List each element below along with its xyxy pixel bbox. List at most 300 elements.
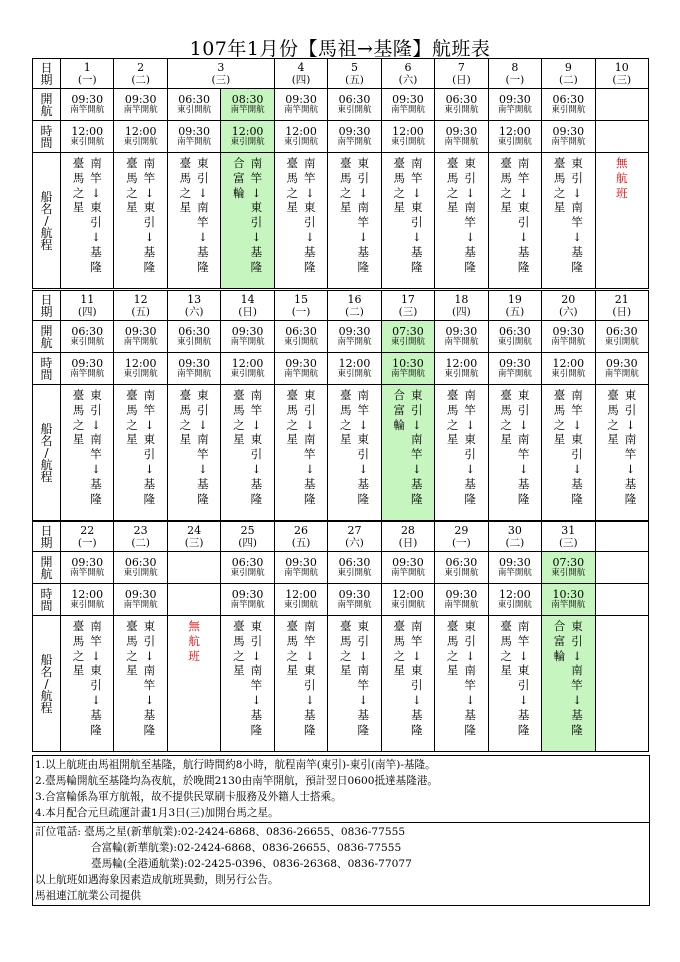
ship-name-char: 臺 bbox=[340, 156, 352, 170]
ship-name-char: 馬 bbox=[72, 170, 85, 185]
route-char: 隆 bbox=[517, 722, 530, 737]
departure-time: 09:30 bbox=[71, 93, 104, 106]
date-cell bbox=[328, 59, 381, 89]
route-char: ↓ bbox=[251, 648, 262, 663]
route-path bbox=[464, 619, 476, 737]
route-block bbox=[542, 153, 594, 274]
departure-port: 東引開航 bbox=[337, 105, 372, 115]
route-char: 隆 bbox=[197, 491, 209, 506]
empty-cell bbox=[595, 552, 648, 584]
route-char: 引 bbox=[357, 170, 369, 185]
route-char: 基 bbox=[357, 244, 369, 259]
route-char: 東 bbox=[624, 388, 637, 402]
route-block bbox=[435, 153, 487, 274]
time-cell bbox=[328, 353, 381, 385]
weekday: (六) bbox=[398, 73, 418, 86]
route-char: ↓ bbox=[304, 185, 315, 200]
weekday: (四) bbox=[452, 305, 471, 318]
route-char: 竿 bbox=[90, 633, 102, 648]
route-char: 東 bbox=[197, 156, 209, 170]
route-char: 基 bbox=[90, 244, 102, 259]
time-cell bbox=[274, 89, 327, 121]
contact-line: 合富輪(新華航業):02-2424-6868、0836-26655、0836-77555 bbox=[91, 842, 402, 854]
route-char: 東 bbox=[90, 200, 102, 215]
weekday: (四) bbox=[291, 73, 311, 86]
departure-port: 東引開航 bbox=[444, 568, 479, 578]
route-block bbox=[275, 153, 327, 274]
departure-time: 09:30 bbox=[445, 588, 478, 601]
departure-time: 06:30 bbox=[445, 93, 478, 106]
route-char: 南 bbox=[197, 200, 209, 215]
ship-name-char: 臺 bbox=[72, 388, 85, 402]
route-char: ↓ bbox=[518, 185, 529, 200]
departure-port: 東引開航 bbox=[177, 337, 212, 347]
route-char: 隆 bbox=[143, 259, 156, 274]
time-cell bbox=[61, 552, 114, 584]
route-block bbox=[61, 616, 113, 737]
route-char: 南 bbox=[304, 619, 316, 633]
route-cell bbox=[435, 385, 488, 521]
route-char: 竿 bbox=[571, 402, 583, 417]
date-number: 9 bbox=[564, 60, 572, 74]
departure-time: 12:00 bbox=[285, 588, 317, 601]
ship-name-char: 星 bbox=[500, 663, 512, 678]
departure-port: 東引開航 bbox=[390, 600, 425, 610]
ship-name-char: 星 bbox=[500, 432, 512, 447]
route-char: 南 bbox=[304, 432, 316, 447]
route-char: 基 bbox=[571, 707, 583, 722]
departure-time: 09:30 bbox=[124, 93, 157, 106]
row-label-char: 航 bbox=[40, 688, 53, 703]
departure-time: 12:00 bbox=[392, 588, 424, 601]
route-char: 南 bbox=[304, 156, 316, 170]
route-char: ↓ bbox=[144, 461, 155, 476]
departure-time: 09:30 bbox=[124, 588, 157, 601]
ship-name-char: 馬 bbox=[72, 633, 85, 648]
date-number: 8 bbox=[511, 60, 519, 74]
route-path bbox=[144, 388, 156, 506]
route-char: 基 bbox=[304, 244, 316, 259]
ship-name bbox=[393, 156, 405, 274]
route-block bbox=[61, 153, 113, 274]
departure-port: 東引開航 bbox=[123, 369, 158, 379]
route-cell bbox=[167, 153, 220, 289]
time-cell bbox=[381, 584, 434, 616]
route-char: 竿 bbox=[357, 215, 369, 230]
departure-port: 東引開航 bbox=[70, 600, 105, 610]
ship-name bbox=[287, 388, 299, 506]
route-char: ↓ bbox=[91, 229, 101, 244]
ship-name-char: 星 bbox=[126, 432, 138, 447]
weekday: (二) bbox=[131, 536, 151, 549]
route-char: 基 bbox=[464, 707, 476, 722]
route-cell bbox=[167, 385, 220, 521]
date-cell bbox=[274, 59, 327, 89]
departure-port: 東引開航 bbox=[497, 600, 532, 610]
route-char: 基 bbox=[197, 476, 209, 491]
no-flight-char: 無 bbox=[188, 619, 200, 633]
route-char: ↓ bbox=[465, 692, 475, 707]
route-char: ↓ bbox=[251, 692, 262, 707]
departure-time: 10:30 bbox=[392, 357, 424, 370]
no-flight bbox=[168, 616, 220, 663]
departure-port: 東引開航 bbox=[230, 137, 265, 147]
ship-name-char: 臺 bbox=[233, 619, 245, 633]
ship-name-char: 馬 bbox=[286, 633, 299, 648]
route-char: 隆 bbox=[464, 259, 476, 274]
time-cell bbox=[488, 552, 541, 584]
route-char: ↓ bbox=[144, 648, 155, 663]
route-cell bbox=[114, 153, 167, 289]
ship-name-char: 臺 bbox=[339, 619, 352, 633]
route-char: 竿 bbox=[90, 170, 102, 185]
route-char: 引 bbox=[571, 633, 583, 648]
route-path bbox=[411, 388, 423, 506]
row-label bbox=[33, 89, 61, 121]
route-char: 隆 bbox=[143, 491, 156, 506]
departure-port: 南竿開航 bbox=[444, 137, 479, 147]
departure-port: 南竿開航 bbox=[390, 369, 425, 379]
route-path bbox=[304, 388, 316, 506]
route-char: ↓ bbox=[144, 692, 155, 707]
route-block bbox=[489, 385, 541, 506]
route-char: 基 bbox=[357, 476, 369, 491]
departure-time: 09:30 bbox=[124, 325, 157, 338]
date-number: 2 bbox=[137, 60, 145, 74]
ship-name bbox=[126, 388, 138, 506]
route-block bbox=[382, 385, 434, 506]
time-cell bbox=[435, 321, 488, 353]
ship-name-char: 星 bbox=[126, 663, 138, 678]
ship-name-char: 之 bbox=[393, 648, 405, 663]
weekday: (一) bbox=[77, 536, 97, 549]
ship-name-char: 臺 bbox=[233, 388, 245, 402]
date-cell bbox=[61, 522, 114, 552]
route-char: 竿 bbox=[410, 170, 423, 185]
ship-name-char: 馬 bbox=[286, 402, 299, 417]
departure-port: 南竿開航 bbox=[284, 369, 319, 379]
route-char: 基 bbox=[304, 476, 316, 491]
departure-port: 東引開航 bbox=[604, 337, 639, 347]
route-char: 隆 bbox=[304, 491, 316, 506]
ship-name bbox=[554, 156, 566, 274]
route-char: ↓ bbox=[144, 185, 155, 200]
route-char: 隆 bbox=[143, 722, 156, 737]
time-cell bbox=[114, 321, 167, 353]
route-char: 東 bbox=[143, 619, 156, 633]
route-char: 引 bbox=[197, 402, 209, 417]
ship-name-char: 馬 bbox=[446, 170, 459, 185]
weekday: (三) bbox=[612, 73, 632, 86]
route-char: 南 bbox=[250, 388, 263, 402]
departure-time: 09:30 bbox=[445, 125, 478, 138]
weekday: (二) bbox=[345, 305, 364, 318]
date-cell bbox=[435, 59, 488, 89]
route-char: ↓ bbox=[304, 417, 315, 432]
route-char: ↓ bbox=[411, 692, 422, 707]
route-cell bbox=[114, 616, 167, 752]
time-cell bbox=[381, 321, 434, 353]
route-char: ↓ bbox=[358, 461, 369, 476]
row-label-char: 間 bbox=[40, 367, 53, 382]
route-char: ↓ bbox=[358, 229, 369, 244]
empty-time-cell bbox=[595, 89, 648, 121]
route-cell bbox=[167, 616, 220, 752]
route-path bbox=[197, 156, 209, 274]
date-cell bbox=[542, 522, 595, 552]
time-cell bbox=[542, 89, 595, 121]
date-cell bbox=[381, 522, 434, 552]
table-row bbox=[33, 552, 649, 584]
departure-time: 08:30 bbox=[231, 93, 264, 106]
route-char: 隆 bbox=[90, 491, 102, 506]
departure-time: 09:30 bbox=[338, 325, 371, 338]
route-path bbox=[90, 156, 102, 274]
date-cell bbox=[542, 291, 595, 321]
route-char: 南 bbox=[571, 388, 583, 402]
ship-name-char: 馬 bbox=[340, 170, 352, 185]
footer-note: 以上航班如遇海象因素造成航班異動，則另行公告。 bbox=[35, 874, 279, 886]
departure-time: 09:30 bbox=[178, 125, 210, 138]
row-label-char: 航 bbox=[40, 103, 53, 118]
route-char: 竿 bbox=[357, 678, 369, 693]
departure-port: 南竿開航 bbox=[551, 600, 586, 610]
route-path bbox=[197, 388, 209, 506]
empty-cell bbox=[595, 584, 648, 616]
ship-name-char: 之 bbox=[553, 185, 566, 200]
ship-name-char: 星 bbox=[72, 200, 85, 215]
date-cell bbox=[381, 59, 434, 89]
departure-port: 南竿開航 bbox=[390, 568, 425, 578]
ship-name-char: 臺 bbox=[286, 388, 299, 402]
route-char: 東 bbox=[250, 200, 263, 215]
ship-name-char: 富 bbox=[393, 402, 405, 417]
weekday: (二) bbox=[558, 73, 578, 86]
route-block bbox=[489, 153, 541, 274]
departure-port: 東引開航 bbox=[497, 337, 532, 347]
date-number: 27 bbox=[347, 523, 362, 537]
route-block bbox=[382, 616, 434, 737]
date-cell bbox=[381, 291, 434, 321]
weekday: (四) bbox=[77, 305, 97, 318]
no-flight-char: 無 bbox=[616, 156, 628, 170]
ship-name-char: 星 bbox=[72, 663, 85, 678]
departure-port: 南竿開航 bbox=[123, 600, 158, 610]
time-cell bbox=[114, 353, 167, 385]
date-number: 23 bbox=[133, 523, 148, 537]
route-char: 引 bbox=[464, 633, 476, 648]
weekday: (二) bbox=[131, 73, 151, 86]
route-char: 引 bbox=[250, 215, 263, 230]
ship-name bbox=[233, 156, 245, 274]
time-cell bbox=[114, 121, 167, 153]
departure-time: 12:00 bbox=[124, 357, 157, 370]
ship-name-char: 之 bbox=[126, 648, 138, 663]
time-cell bbox=[381, 121, 434, 153]
route-cell bbox=[221, 385, 274, 521]
route-char: ↓ bbox=[91, 417, 101, 432]
time-cell bbox=[221, 89, 274, 121]
route-path bbox=[464, 388, 476, 506]
table-row bbox=[33, 584, 649, 616]
ship-name bbox=[447, 156, 459, 274]
ship-name-char: 臺 bbox=[126, 619, 138, 633]
departure-time: 12:00 bbox=[124, 125, 157, 138]
ship-name bbox=[554, 388, 566, 506]
row-label-char: 間 bbox=[40, 135, 53, 150]
ship-name-char: 星 bbox=[339, 663, 352, 678]
ship-name-char: 星 bbox=[393, 663, 405, 678]
date-cell bbox=[435, 522, 488, 552]
empty-time-cell bbox=[167, 584, 220, 616]
route-char: 南 bbox=[90, 619, 102, 633]
ship-name-char: 合 bbox=[393, 388, 405, 402]
route-char: 引 bbox=[250, 633, 263, 648]
empty-cell bbox=[595, 522, 648, 552]
route-char: 東 bbox=[304, 200, 316, 215]
route-char: ↓ bbox=[304, 692, 315, 707]
ship-name-char: 馬 bbox=[339, 633, 352, 648]
route-char: 引 bbox=[143, 215, 156, 230]
route-char: 東 bbox=[250, 619, 263, 633]
route-char: 南 bbox=[357, 663, 369, 678]
departure-time: 06:30 bbox=[178, 93, 210, 106]
weekday: (日) bbox=[612, 305, 632, 318]
ship-name bbox=[393, 388, 405, 506]
ship-name-char: 合 bbox=[233, 156, 245, 170]
route-char: 東 bbox=[410, 200, 423, 215]
time-cell bbox=[221, 121, 274, 153]
contact-section bbox=[33, 822, 649, 905]
route-char: 隆 bbox=[357, 491, 369, 506]
departure-port: 東引開航 bbox=[444, 105, 479, 115]
route-char: 引 bbox=[410, 215, 423, 230]
route-cell bbox=[542, 385, 595, 521]
route-char: 隆 bbox=[410, 259, 423, 274]
route-char: 東 bbox=[464, 619, 476, 633]
ship-name-char: 臺 bbox=[179, 156, 192, 170]
departure-time: 12:00 bbox=[285, 125, 317, 138]
route-char: 隆 bbox=[250, 722, 263, 737]
ship-name-char: 星 bbox=[179, 200, 192, 215]
route-char: ↓ bbox=[144, 229, 155, 244]
weekday: (日) bbox=[398, 536, 418, 549]
route-block bbox=[542, 616, 594, 737]
time-cell bbox=[435, 552, 488, 584]
row-label-char: 航 bbox=[40, 335, 53, 350]
route-char: ↓ bbox=[251, 461, 262, 476]
weekday: (六) bbox=[184, 305, 204, 318]
route-char: ↓ bbox=[572, 461, 582, 476]
time-cell bbox=[488, 353, 541, 385]
route-char: 隆 bbox=[464, 722, 476, 737]
ship-name-char: 之 bbox=[339, 417, 352, 432]
departure-port: 東引開航 bbox=[123, 568, 158, 578]
time-cell bbox=[328, 552, 381, 584]
route-block bbox=[168, 153, 220, 274]
row-label bbox=[33, 616, 61, 752]
date-number: 22 bbox=[80, 523, 95, 537]
row-label-char: 時 bbox=[40, 355, 53, 370]
ship-name bbox=[287, 619, 299, 737]
ship-name bbox=[340, 156, 352, 274]
route-cell bbox=[61, 153, 114, 289]
page-title: 107年1月份【馬祖→基隆】航班表 bbox=[189, 38, 491, 60]
time-cell bbox=[542, 353, 595, 385]
departure-port: 東引開航 bbox=[123, 137, 158, 147]
date-cell bbox=[114, 59, 167, 89]
time-cell bbox=[274, 321, 327, 353]
departure-time: 06:30 bbox=[338, 93, 371, 106]
departure-port: 南竿開航 bbox=[444, 337, 479, 347]
ship-name bbox=[500, 156, 512, 274]
route-char: 隆 bbox=[357, 259, 369, 274]
ship-name-char: 馬 bbox=[500, 402, 512, 417]
ship-name-char: 之 bbox=[500, 648, 512, 663]
departure-time: 09:30 bbox=[392, 556, 424, 569]
ship-name-char: 馬 bbox=[607, 402, 619, 417]
ship-name-char: 之 bbox=[500, 185, 512, 200]
time-cell bbox=[328, 584, 381, 616]
weekday: (日) bbox=[238, 305, 257, 318]
route-char: 南 bbox=[624, 432, 637, 447]
ship-name-char: 臺 bbox=[126, 156, 138, 170]
date-number: 7 bbox=[457, 60, 465, 74]
weekday: (日) bbox=[452, 73, 471, 86]
date-number: 29 bbox=[454, 523, 469, 537]
route-char: 南 bbox=[250, 663, 263, 678]
route-char: 東 bbox=[250, 432, 263, 447]
date-cell bbox=[167, 522, 220, 552]
route-char: 南 bbox=[143, 156, 156, 170]
route-path bbox=[571, 156, 583, 274]
departure-time: 09:30 bbox=[499, 556, 531, 569]
route-cell bbox=[381, 616, 434, 752]
route-char: 南 bbox=[517, 619, 530, 633]
route-char: 隆 bbox=[304, 722, 316, 737]
departure-port: 南竿開航 bbox=[177, 369, 212, 379]
ship-name bbox=[287, 156, 299, 274]
row-label-char: 時 bbox=[40, 586, 53, 601]
row-label-char: 期 bbox=[40, 304, 53, 319]
route-cell bbox=[274, 616, 327, 752]
ship-name-char: 馬 bbox=[126, 402, 138, 417]
row-label-char: 間 bbox=[40, 598, 53, 613]
route-char: 南 bbox=[464, 663, 476, 678]
ship-name bbox=[447, 619, 459, 737]
ship-name-char: 之 bbox=[500, 417, 512, 432]
route-char: ↓ bbox=[411, 229, 422, 244]
route-char: 東 bbox=[197, 388, 209, 402]
ship-name-char: 之 bbox=[72, 185, 85, 200]
route-char: 東 bbox=[571, 619, 583, 633]
date-cell bbox=[221, 522, 274, 552]
route-char: ↓ bbox=[572, 417, 582, 432]
route-char: 引 bbox=[464, 447, 476, 462]
route-cell bbox=[381, 385, 434, 521]
no-flight-char: 班 bbox=[616, 185, 628, 200]
date-number: 13 bbox=[187, 292, 202, 306]
weekday: (五) bbox=[291, 536, 311, 549]
departure-port: 東引開航 bbox=[390, 337, 425, 347]
route-char: 基 bbox=[250, 244, 263, 259]
route-path bbox=[357, 388, 369, 506]
row-label-char: 航 bbox=[40, 566, 53, 581]
table-row bbox=[33, 522, 649, 552]
time-cell bbox=[435, 89, 488, 121]
ship-name-char: 之 bbox=[607, 417, 619, 432]
route-char: 竿 bbox=[410, 633, 423, 648]
